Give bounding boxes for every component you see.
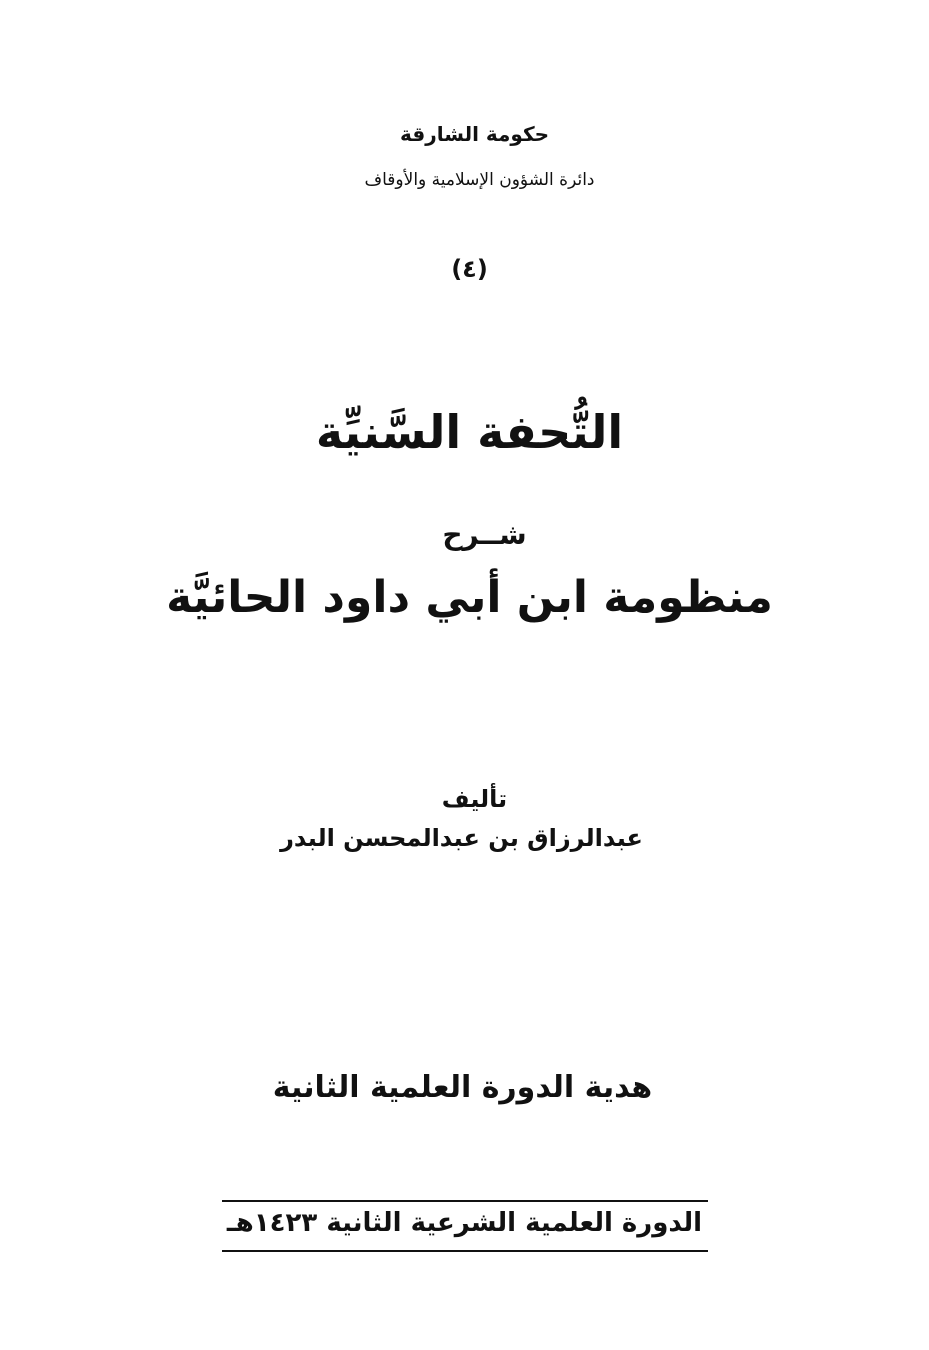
footer-top-rule xyxy=(222,1200,708,1202)
footer-text: الدورة العلمية الشرعية الثانية ١٤٢٣هـ xyxy=(226,1208,703,1238)
dedication-text: هدية الدورة العلمية الثانية xyxy=(272,1070,653,1105)
book-title: التُّحفة السَّنيِّة xyxy=(315,405,624,459)
book-subtitle: منظومة ابن أبي داود الحائيَّة xyxy=(166,572,773,623)
author-name: عبدالرزاق بن عبدالمحسن البدر xyxy=(280,824,643,852)
footer-bottom-rule xyxy=(222,1250,708,1252)
sharh-label: شــرح xyxy=(442,518,527,551)
series-number: (٤) xyxy=(451,255,488,283)
authorship-label: تأليف xyxy=(441,785,508,813)
department-name: دائرة الشؤون الإسلامية والأوقاف xyxy=(364,170,595,190)
government-name: حكومة الشارقة xyxy=(399,122,550,146)
